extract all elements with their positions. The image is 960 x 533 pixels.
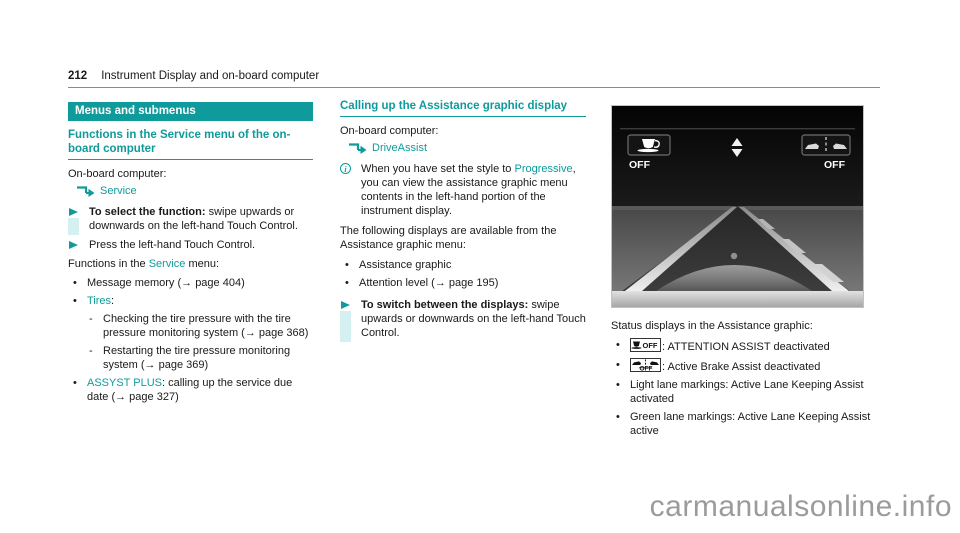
assyst-plus-ref: ASSYST PLUS [87, 377, 162, 389]
section-title-box: Menus and submenus [68, 102, 313, 121]
middle-heading: Calling up the Assistance graphic display [340, 99, 586, 117]
list-item-text: Message memory (→ page 404) [87, 277, 245, 289]
status-item-brake-assist [611, 358, 873, 374]
dash-icon: - [89, 313, 93, 325]
instruction-switch-displays [340, 298, 586, 340]
menu-path-label: Service [100, 185, 137, 197]
instruction-lead: To switch between the displays: [361, 299, 529, 311]
page-number: 212 [68, 70, 88, 82]
list-item-text: : [111, 295, 115, 307]
service-menu-ref: Service [148, 258, 186, 270]
instruction-text: Press the left-hand Touch Control. [89, 239, 256, 251]
info-note [340, 162, 586, 218]
menu-path-service [68, 184, 313, 198]
status-item-attention-assist [611, 338, 873, 354]
display-bottom-bezel [612, 291, 863, 307]
functions-intro-pre: Functions in the [68, 258, 149, 270]
bullet-icon: • [616, 411, 620, 423]
status-item-lane-keeping-activated [611, 378, 873, 406]
instruction-arrow-icon [341, 301, 350, 309]
assistance-graphic [612, 106, 863, 307]
instruction-bar [340, 311, 351, 342]
left-intro: On-board computer: [68, 168, 167, 180]
list-item-text: : calling up the service due date (→ page 327) [87, 377, 293, 403]
sub-item-text: Checking the tire pressure with the tire pressure monitoring system (→ page 368) [103, 313, 309, 339]
bullet-icon: • [616, 339, 620, 351]
status-title: Status displays in the Assistance graphic: [611, 320, 813, 332]
menu-path-arrow-icon [76, 186, 95, 197]
attention-assist-off-label: OFF [629, 159, 650, 171]
instruction-text: swipe upwards or downwards on the left-hand Touch Control. [89, 206, 298, 232]
bullet-icon: • [616, 359, 620, 371]
dash-icon: - [89, 345, 93, 357]
watermark: carmanualsonline.info [649, 490, 952, 523]
header-rule [68, 87, 880, 88]
right-column [611, 105, 899, 442]
brake-assist-off-icon [630, 358, 661, 372]
menu-path-driveassist [340, 141, 586, 155]
progressive-ref: Progressive [514, 163, 573, 175]
list-item-message-memory [68, 276, 313, 290]
instruction-text: swipe upwards or downwards on the left-hand Touch Control. [361, 299, 586, 339]
displays-available-para: The following displays are available from the Assistance graphic menu: [340, 225, 557, 251]
bullet-icon: • [345, 259, 349, 271]
list-item-text: Assistance graphic [359, 259, 452, 271]
list-item-assistance-graphic [340, 258, 586, 272]
status-item-text: Light lane markings: Active Lane Keeping Assist activated [630, 379, 864, 405]
status-item-text: : ATTENTION ASSIST deactivated [662, 341, 830, 353]
bullet-icon: • [616, 379, 620, 391]
bullet-icon: • [73, 377, 77, 389]
left-column [68, 102, 313, 408]
sub-item-check-pressure [87, 312, 313, 340]
tires-ref: Tires [87, 295, 112, 307]
list-item-assyst-plus [68, 376, 313, 404]
menu-path-arrow-icon [348, 143, 367, 154]
status-list [611, 319, 873, 438]
instruction-select-function [68, 205, 313, 233]
instruction-arrow-icon [69, 241, 78, 249]
list-item-text: Attention level (→ page 195) [359, 277, 499, 289]
instruction-lead: To select the function: [89, 206, 206, 218]
assistance-graphic-display-image [611, 105, 864, 308]
instruction-bar [68, 218, 79, 235]
list-item-attention-level [340, 276, 586, 290]
page-header [68, 70, 880, 82]
page-title: Instrument Display and on-board computer [101, 70, 320, 82]
status-item-lane-keeping-active [611, 410, 873, 438]
top-divider-line [620, 128, 855, 129]
instruction-press-control [68, 238, 313, 252]
bullet-icon: • [73, 295, 77, 307]
instruction-arrow-icon [69, 208, 78, 216]
left-heading: Functions in the Service menu of the on-board computer [68, 128, 313, 160]
menu-path-label: DriveAssist [372, 142, 428, 154]
info-icon: i [340, 163, 351, 174]
bullet-icon: • [73, 277, 77, 289]
status-item-text: Green lane markings: Active Lane Keeping Assist active [630, 411, 871, 437]
middle-intro: On-board computer: [340, 125, 439, 137]
functions-intro-post: menu: [185, 258, 220, 270]
sub-item-restart-monitoring [87, 344, 313, 372]
mini-off-label: OFF [639, 365, 653, 372]
brake-assist-off-label: OFF [824, 159, 845, 171]
list-item-tires [68, 294, 313, 372]
middle-column [340, 99, 586, 345]
bullet-icon: • [345, 277, 349, 289]
status-item-text: : Active Brake Assist deactivated [662, 361, 821, 373]
sub-item-text: Restarting the tire pressure monitoring system (→ page 369) [103, 345, 291, 371]
functions-intro [68, 257, 313, 271]
note-text-post: , you can view the assistance graphic menu contents in the left-hand portion of the instrument display. [361, 163, 576, 217]
note-text-pre: When you have set the style to [361, 163, 515, 175]
display-sky [612, 106, 863, 209]
attention-assist-off-icon [630, 338, 661, 352]
mini-off-label: OFF [642, 341, 658, 350]
hood-ornament [731, 253, 737, 259]
